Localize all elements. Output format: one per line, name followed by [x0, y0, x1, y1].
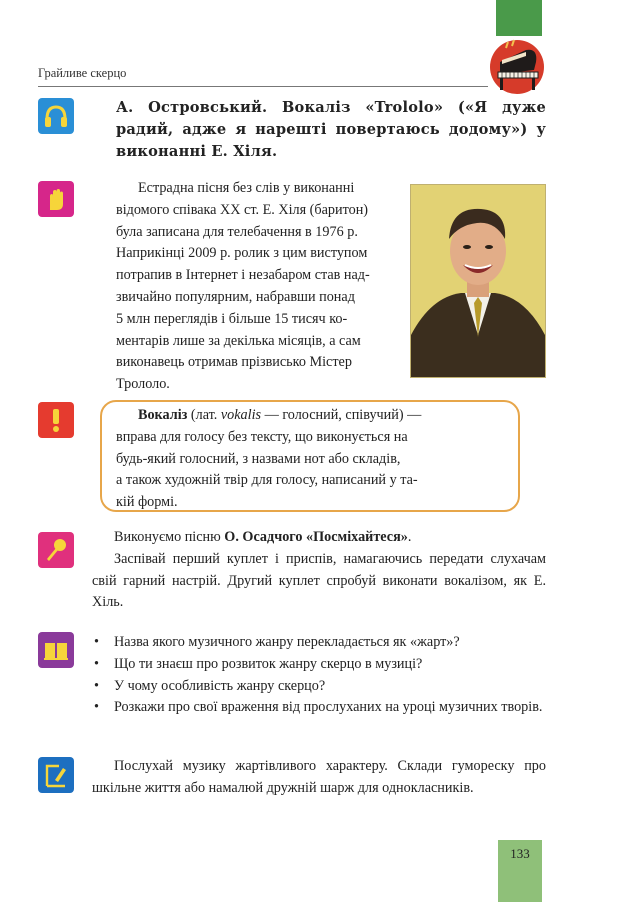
open-book-icon	[38, 632, 74, 668]
definition-line: кій формі.	[116, 494, 178, 511]
definition-text	[116, 405, 494, 514]
singing-intro-suffix: .	[407, 529, 412, 545]
definition-first-line	[116, 405, 494, 427]
grand-piano-icon	[486, 34, 548, 96]
story-line: 5 млн переглядів і більше 15 тисяч ко-	[116, 310, 348, 327]
story-line: виконавець отримав прізвисько Містер	[116, 354, 352, 371]
story-line: звичайно популярним, набравши понад	[116, 288, 355, 305]
question-item: • Розкажи про свої враження від прослуханих на уроці музичних творів.	[92, 697, 546, 719]
story-line: відомого співака XX ст. Е. Хіля (баритон)	[116, 201, 369, 218]
story-line: потрапив в Інтернет і незабаром став над-	[116, 267, 370, 284]
definition-term: Вокаліз	[138, 407, 188, 423]
definition-line: вправа для голосу без тексту, що виконується на	[116, 428, 408, 445]
top-color-tab	[496, 0, 542, 36]
question-item: • Назва якого музичного жанру перекладається як «жарт»?	[92, 632, 546, 654]
section-header: Грайливе скерцо	[38, 66, 127, 80]
story-line: Естрадна пісня без слів у виконанні	[138, 180, 355, 196]
singing-section	[92, 527, 546, 614]
song-author: О. Осадчого	[224, 529, 303, 545]
questions-list	[92, 632, 546, 719]
story-line: Наприкінці 2009 р. ролик з цим виступом	[116, 245, 368, 262]
story-paragraph	[116, 178, 400, 396]
song-title: «Посміхайтеся»	[306, 529, 408, 545]
headphones-icon	[38, 98, 74, 134]
definition-line: а також художній твір для голосу, написаний у та-	[116, 472, 418, 489]
creative-task: Послухай музику жартівливого характеру. Склади гумореску про шкільне життя або намалюй дружній шарж для однокласників.	[92, 758, 546, 796]
microphone-icon	[38, 532, 74, 568]
listening-title: А. Островський. Вокаліз «Trololo» («Я дуже радий, адже я нарешті повертаюсь додому») у виконанні Е. Хіля.	[116, 99, 546, 160]
question-item: • У чому особливість жанру скерцо?	[92, 676, 546, 698]
header-divider	[38, 86, 488, 87]
page-number: 133	[510, 846, 530, 861]
raised-hand-icon	[38, 181, 74, 217]
definition-origin-prefix: (лат.	[187, 407, 221, 423]
story-line: була записана для телебачення в 1976 р.	[116, 223, 358, 240]
story-line: Трололо.	[116, 376, 170, 393]
singing-intro	[92, 527, 546, 549]
pen-paper-icon	[38, 757, 74, 793]
singing-intro-prefix: Виконуємо пісню	[114, 529, 225, 545]
definition-line: будь-який голосний, з назвами нот або складів,	[116, 450, 401, 467]
story-line: ментарів лише за декілька місяців, а сам	[116, 332, 361, 349]
question-item: • Що ти знаєш про розвиток жанру скерцо в музиці?	[92, 654, 546, 676]
definition-origin-suffix: — голосний, співучий) —	[261, 407, 422, 423]
creative-section	[92, 756, 546, 800]
exclamation-icon	[38, 402, 74, 438]
singing-task: Заспівай перший куплет і приспів, намагаючись передати слухачам свій гарний настрій. Другий куплет спробуй виконати вокалізом, як Е. Хіль.	[92, 550, 546, 611]
definition-origin-word: vokalis	[220, 407, 262, 423]
singer-photo	[410, 184, 546, 378]
